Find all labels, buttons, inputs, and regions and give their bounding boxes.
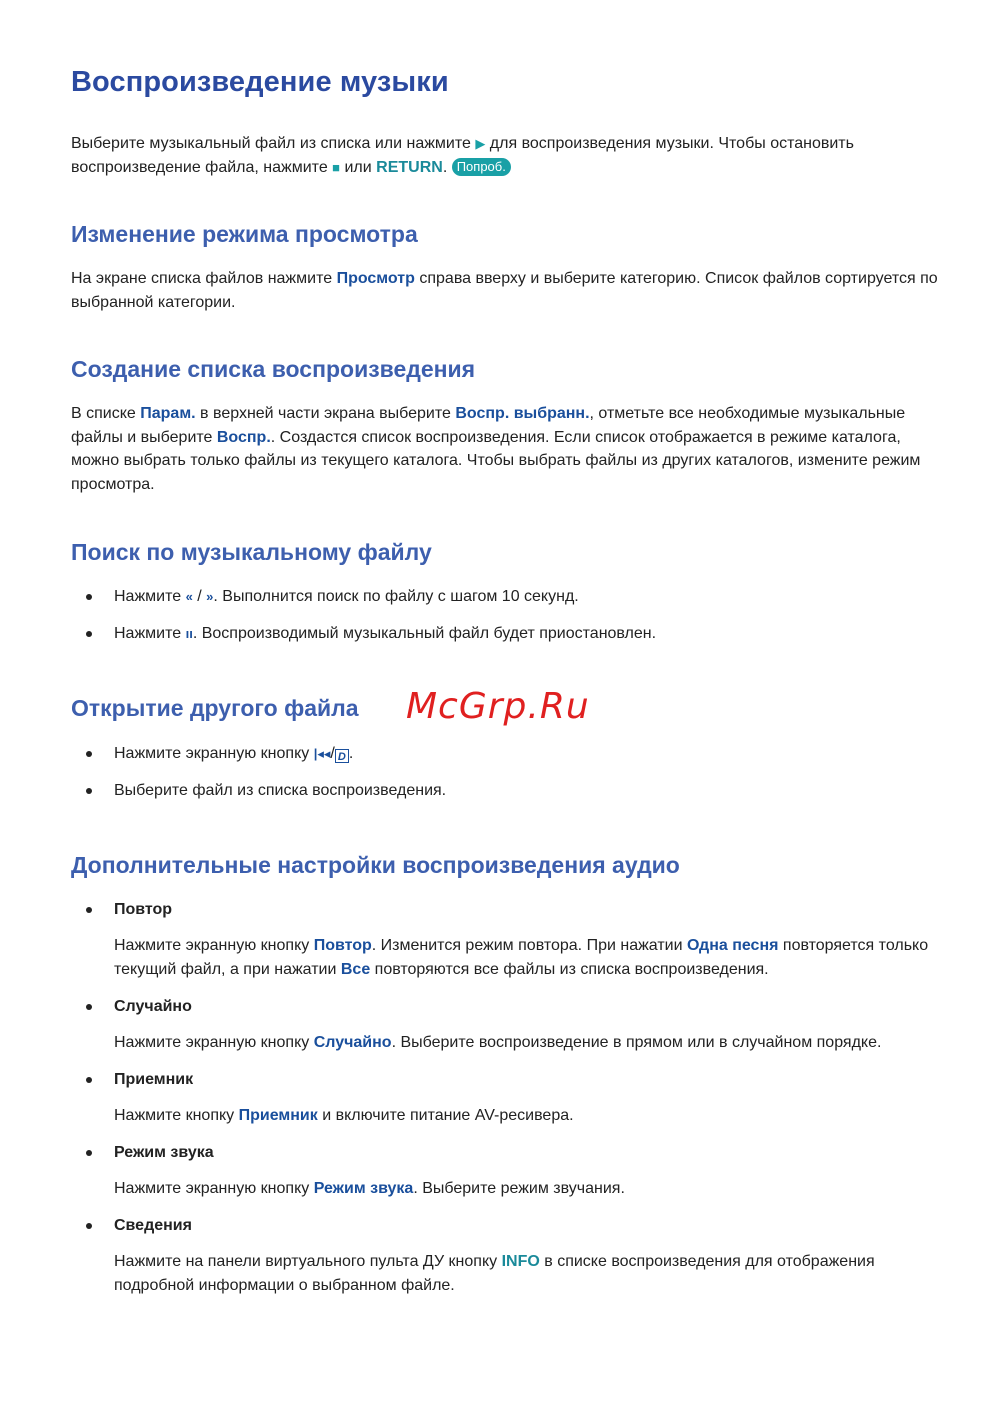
- rewind-icon: «: [185, 589, 193, 604]
- receiver-title: Приемник: [114, 1071, 194, 1088]
- bullet-dot: [86, 1150, 92, 1156]
- list-item: Выберите файл из списка воспроизведения.: [86, 779, 946, 803]
- options-label: Парам.: [140, 405, 196, 422]
- list-item: Нажмите « / ». Выполнится поиск по файлу с шагом 10 секунд.: [86, 585, 946, 609]
- repeat-label: Повтор: [313, 937, 372, 954]
- list-item: Нажмите ıı. Воспроизводимый музыкальный файл будет приостановлен.: [86, 622, 946, 646]
- list-item: [86, 898, 946, 922]
- bullet-dot: [86, 907, 92, 913]
- play-label: Воспр.: [216, 428, 271, 446]
- shuffle-title: Случайно: [114, 998, 192, 1015]
- all-label: Все: [340, 960, 371, 978]
- bullet-dot: [86, 1077, 92, 1083]
- playlist-heading: Создание списка воспроизведения: [71, 356, 476, 382]
- info-paragraph: Нажмите на панели виртуального пульта ДУ кнопку INFO в списке воспроизведения для отображения подробной информации о выбранном файле.: [114, 1253, 875, 1294]
- try-now-badge[interactable]: Попроб.: [452, 158, 511, 176]
- bullet-dot: [86, 1004, 92, 1010]
- sound-mode-label: Режим звука: [313, 1180, 414, 1197]
- list-item: [86, 1141, 946, 1165]
- next-track-icon: D: [335, 749, 349, 763]
- one-song-label: Одна песня: [686, 937, 779, 954]
- stop-icon: ■: [332, 159, 341, 175]
- sound-mode-title: Режим звука: [114, 1144, 214, 1161]
- list-item: [86, 1214, 946, 1238]
- view-mode-heading: Изменение режима просмотра: [71, 221, 418, 247]
- shuffle-paragraph: Нажмите экранную кнопку Случайно. Выберите воспроизведение в прямом или в случайном порядке.: [114, 1034, 882, 1051]
- bullet-dot: [86, 788, 92, 794]
- previous-track-icon: |◂◂: [313, 746, 331, 761]
- repeat-paragraph: Нажмите экранную кнопку Повтор. Изменится режим повтора. При нажатии Одна песня повторяется только текущий файл, а при нажатии Все повторяются все файлы из списка воспроизведения.: [114, 937, 929, 978]
- return-key-label: RETURN: [376, 158, 443, 176]
- shuffle-label: Случайно: [313, 1034, 392, 1051]
- list-item: [86, 995, 946, 1019]
- receiver-paragraph: Нажмите кнопку Приемник и включите питание AV-ресивера.: [114, 1107, 574, 1124]
- info-key-label: INFO: [501, 1253, 540, 1270]
- fast-forward-icon: »: [206, 589, 214, 604]
- play-icon: ▶: [475, 136, 486, 151]
- list-item: [86, 1068, 946, 1092]
- list-item: Нажмите экранную кнопку |◂◂/ D .: [86, 742, 946, 766]
- info-title: Сведения: [114, 1217, 192, 1234]
- view-mode-paragraph: На экране списка файлов нажмите Просмотр справа вверху и выберите категорию. Список файлов сортируется по выбранной категории.: [71, 270, 938, 311]
- bullet-dot: [86, 751, 92, 757]
- open-file-heading: Открытие другого файла: [71, 695, 359, 721]
- repeat-title: Повтор: [114, 901, 173, 918]
- watermark-logo: McGrp.Ru: [406, 686, 590, 727]
- bullet-dot: [86, 1223, 92, 1229]
- sound-mode-paragraph: Нажмите экранную кнопку Режим звука. Выберите режим звучания.: [114, 1180, 625, 1197]
- play-selected-label: Воспр. выбранн.: [455, 405, 590, 422]
- bullet-dot: [86, 594, 92, 600]
- search-heading: Поиск по музыкальному файлу: [71, 539, 432, 565]
- pause-icon: ıı: [185, 626, 193, 641]
- extra-settings-heading: Дополнительные настройки воспроизведения аудио: [71, 852, 680, 878]
- playlist-paragraph: В списке Парам. в верхней части экрана выберите Воспр. выбранн., отметьте все необходимые музыкальные файлы и выберите Воспр.. Создастся список воспроизведения. Если список отображается в режиме каталога, можно выбрать только файлы из текущего каталога. Чтобы выбрать файлы из других каталогов, измените режим просмотра.: [71, 405, 921, 493]
- page-title: Воспроизведение музыки: [71, 66, 449, 98]
- view-button-label: Просмотр: [336, 270, 415, 287]
- intro-paragraph: Выберите музыкальный файл из списка или нажмите ▶ для воспроизведения музыки. Чтобы остановить воспроизведение файла, нажмите ■ или RETURN. Попроб.: [71, 135, 854, 176]
- bullet-dot: [86, 631, 92, 637]
- receiver-label: Приемник: [238, 1107, 318, 1124]
